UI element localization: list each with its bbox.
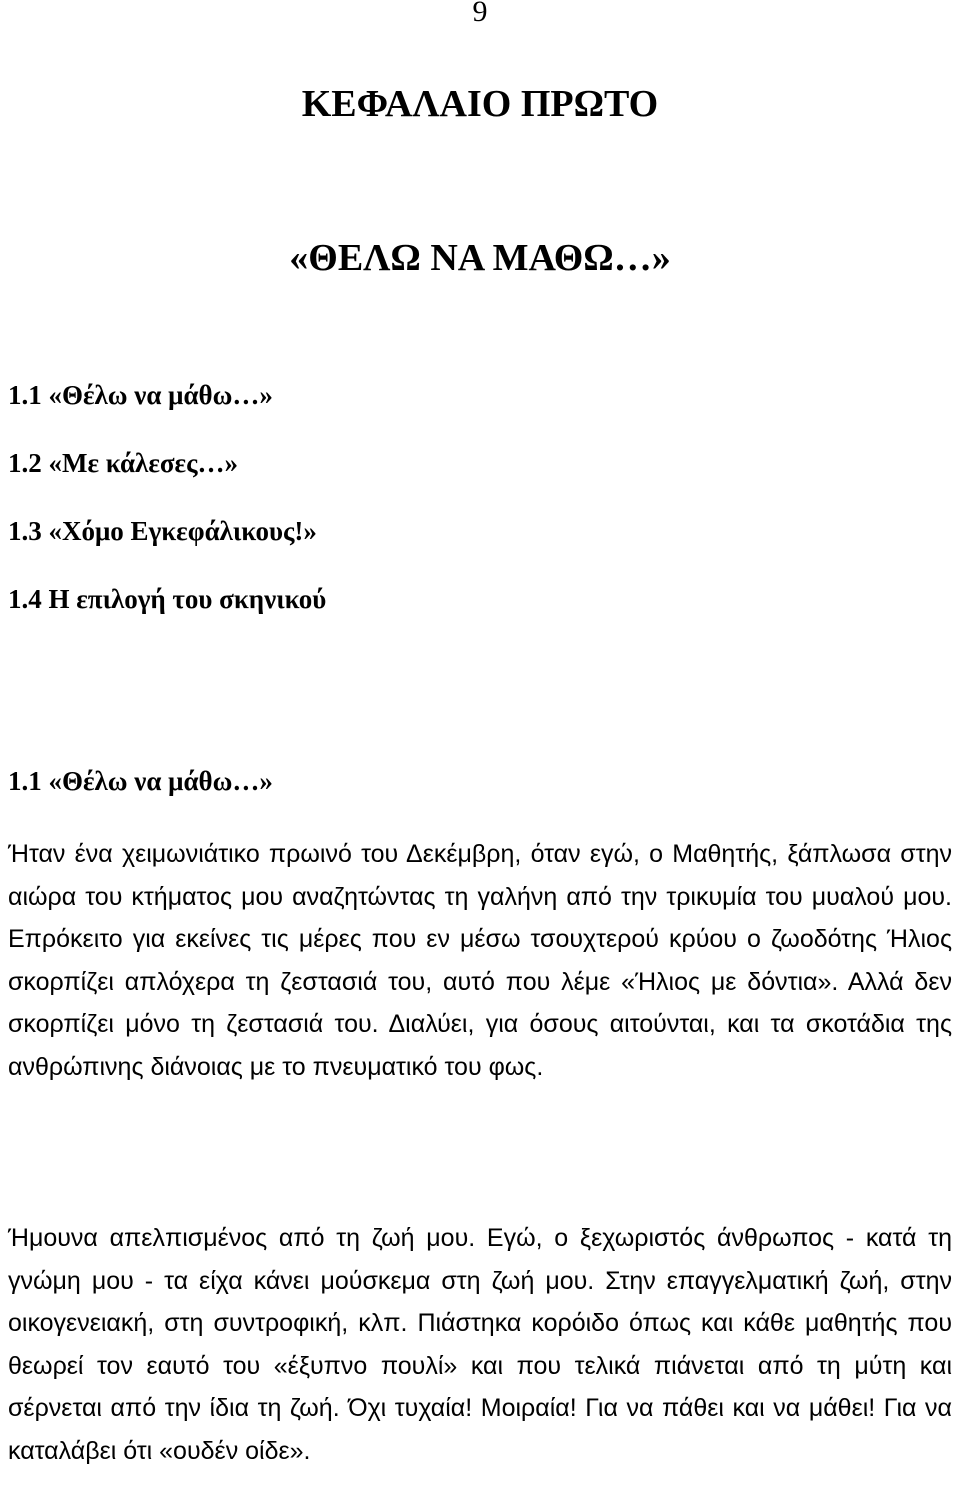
toc-item: 1.3 «Χόμο Εγκεφάλικους!» — [8, 516, 317, 546]
table-of-contents — [8, 378, 326, 650]
section-heading: 1.1 «Θέλω να μάθω…» — [8, 766, 273, 796]
chapter-subtitle: «ΘΕΛΩ ΝΑ ΜΑΘΩ…» — [289, 237, 671, 279]
toc-item: 1.2 «Με κάλεσες…» — [8, 448, 238, 478]
toc-item: 1.4 Η επιλογή του σκηνικού — [8, 584, 327, 614]
toc-item: 1.1 «Θέλω να μάθω…» — [8, 380, 273, 410]
chapter-title: ΚΕΦΑΛΑΙΟ ΠΡΩΤΟ — [301, 83, 659, 125]
body-paragraph: Ήμουνα απελπισμένος από τη ζωή μου. Εγώ, ο ξεχωριστός άνθρωπος - κατά τη γνώμη μου - τα είχα κάνει μούσκεμα στη ζωή μου. Στην επαγγελματική ζωή, στην οικογενειακή, στη συντροφική, κλπ. Πιάστηκα κορόιδο όπως και κάθε μαθητής που θεωρεί τον εαυτό του «έξυπνο πουλί» και που τελικά πιάνεται από τη μύτη και σέρνεται από την ίδια τη ζωή. Όχι τυχαία! Μοιραία! Για να πάθει και να μάθει! Για να καταλάβει ότι «ουδέν οίδε». — [8, 1224, 952, 1465]
body-paragraph: Ήταν ένα χειμωνιάτικο πρωινό του Δεκέμβρη, όταν εγώ, ο Μαθητής, ξάπλωσα στην αιώρα του κτήματος μου αναζητώντας τη γαλήνη από την τρικυμία του μυαλού μου. Επρόκειτο για εκείνες τις μέρες που εν μέσω τσουχτερού κρύου ο ζωοδότης Ήλιος σκορπίζει απλόχερα τη ζεστασιά του, αυτό που λέμε «Ήλιος με δόντια». Αλλά δεν σκορπίζει μόνο τη ζεστασιά του. Διαλύει, για όσους αιτούνται, και τα σκοτάδια της ανθρώπινης διάνοιας με το πνευματικό του φως. — [8, 840, 952, 1081]
page-number: 9 — [472, 0, 488, 28]
